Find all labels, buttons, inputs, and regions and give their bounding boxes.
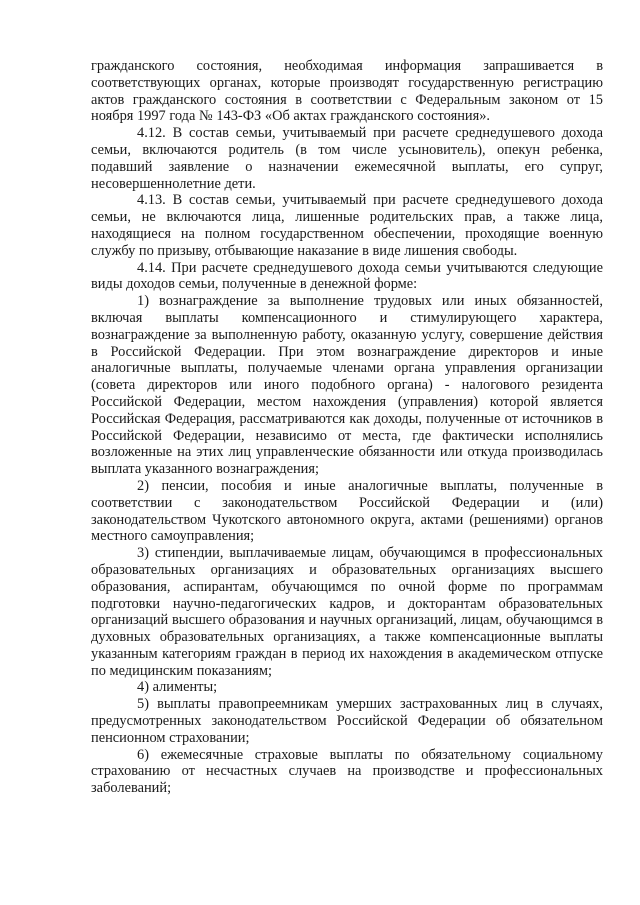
list-item-1: 1) вознаграждение за выполнение трудовых или иных обязанностей, включая выплаты компенсационного и стимулирующего характера, вознаграждение за выполненную работу, оказанную услугу, совершение действия в Российской Федерации. При этом вознаграждение директоров и иные аналогичные выплаты, получаемые членами органа управления организации (совета директоров или иного подобного органа) - налогового резидента Российской Федерации, местом нахождения (управления) которой является Российская Федерация, рассматриваются как доходы, полученные от источников в Российской Федерации, независимо от места, где фактически исполнялись возложенные на этих лиц управленческие обязанности или откуда производилась выплата указанного вознаграждения; <box>91 293 603 478</box>
list-item-6: 6) ежемесячные страховые выплаты по обязательному социальному страхованию от несчастных случаев на производстве и профессиональных заболеваний; <box>91 746 603 797</box>
list-item-2: 2) пенсии, пособия и иные аналогичные выплаты, полученные в соответствии с законодательством Российской Федерации и (или) законодательством Чукотского автономного округа, актами (решениями) органов местного самоуправления; <box>91 477 603 545</box>
paragraph-4-12: 4.12. В состав семьи, учитываемый при расчете среднедушевого дохода семьи, включаются родитель (в том числе усыновитель), опекун ребенка, подавший заявление о назначении ежемесячной выплаты, его супруг, несовершеннолетние дети. <box>91 125 603 192</box>
paragraph-continuation: гражданского состояния, необходимая информация запрашивается в соответствующих органах, которые производят государственную регистрацию актов гражданского состояния в соответствии с Федеральным законом от 15 ноября 1997 года № 143-ФЗ «Об актах гражданского состояния». <box>91 58 603 125</box>
list-item-3: 3) стипендии, выплачиваемые лицам, обучающимся в профессиональных образовательных организациях и образовательных организациях высшего образования, аспирантам, обучающимся по очной форме по программам подготовки научно-педагогических кадров, и докторантам образовательных организаций высшего образования и научных организаций, лицам, обучающимся в духовных образовательных организациях, а также компенсационные выплаты указанным категориям граждан в период их нахождения в академическом отпуске по медицинским показаниям; <box>91 545 603 679</box>
paragraph-4-13: 4.13. В состав семьи, учитываемый при расчете среднедушевого дохода семьи, не включаются лица, лишенные родительских прав, а также лица, находящиеся на полном государственном обеспечении, проходящие военную службу по призыву, отбывающие наказание в виде лишения свободы. <box>91 192 603 259</box>
list-item-4: 4) алименты; <box>137 679 218 696</box>
document-page <box>91 58 603 797</box>
paragraph-4-14: 4.14. При расчете среднедушевого дохода семьи учитываются следующие виды доходов семьи, полученные в денежной форме: <box>91 259 603 293</box>
list-item-5: 5) выплаты правопреемникам умерших застрахованных лиц в случаях, предусмотренных законодательством Российской Федерации об обязательном пенсионном страховании; <box>91 696 603 746</box>
